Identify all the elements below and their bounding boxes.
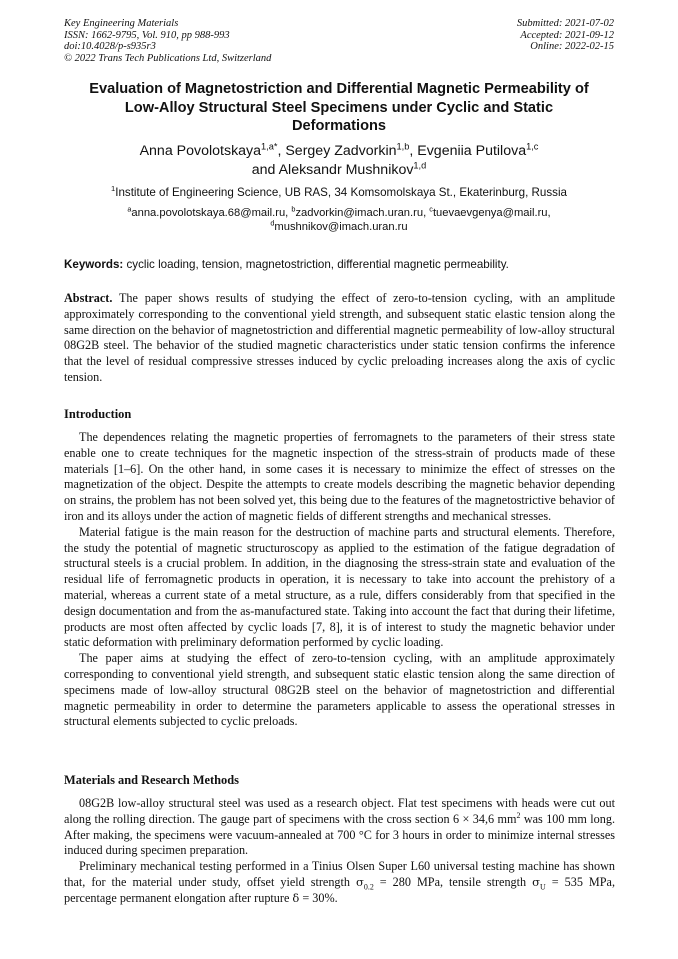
introduction-body — [64, 430, 615, 730]
paragraph: The dependences relating the magnetic properties of ferromagnets to the parameters of their stress state enable one to create techniques for the magnetic inspection of the stress-strain of products made of these materials [1–6]. On the other hand, in some cases it is necessary to minimize the effect of stresses on the magnetization of the object. Despite the attempts to create models describing the magnetic behavior depending on strains, the problem has not been solved yet, this being due to the features of the magnetostrictive behavior of iron and its alloys under the action of magnetic fields of different strengths and mechanical stresses. — [64, 430, 615, 523]
submission-dates — [517, 18, 614, 53]
methods-body — [64, 796, 615, 907]
paragraph-text: = 280 MPa, tensile strength — [373, 874, 533, 889]
online-date: Online: 2022-02-15 — [530, 41, 614, 53]
author-affil-mark: 1,a* — [261, 141, 278, 152]
journal-issn: ISSN: 1662-9795, Vol. 910, pp 988-993 — [64, 29, 230, 41]
email-mark: d — [270, 217, 275, 227]
affiliation — [60, 186, 618, 200]
email-line — [70, 204, 608, 221]
accepted-date: Accepted: 2021-09-12 — [520, 29, 614, 41]
author-name: Aleksandr Mushnikov — [278, 162, 414, 178]
affiliation-mark: 1 — [111, 184, 116, 194]
paragraph-text: 08G2B low-alloy structural steel was used as a research object. Flat test specimens with heads were cut out along the rolling direction. The gauge part of specimens with the cross section 6 × 34,6 mm — [64, 796, 615, 826]
keywords-text: cyclic loading, tension, magnetostriction, differential magnetic permeability. — [123, 258, 509, 271]
keywords-label: Keywords: — [64, 258, 124, 271]
email-link[interactable]: mushnikov@imach.uran.ru — [274, 220, 408, 233]
email-link[interactable]: tuevaevgenya@mail.ru, — [432, 207, 551, 219]
paragraph: The paper aims at studying the effect of zero-to-tension cycling, with an amplitude approximately corresponding to conventional yield strength, and subsequent static elastic tension along the same direction of specimens made of low-alloy structural 08G2B steel on the behavior of magnetostriction and differential magnetic permeability in order to determine the parameters applicable to assess the operational stresses in structural elements subjected to cyclic preloads. — [64, 651, 615, 729]
journal-doi: doi:10.4028/p-s935r3 — [64, 41, 156, 53]
email-mark: b — [291, 204, 296, 214]
title-line: Evaluation of Magnetostriction and Differential Magnetic Permeability of — [89, 81, 589, 97]
journal-copyright: © 2022 Trans Tech Publications Ltd, Switzerland — [64, 52, 272, 64]
author-line — [60, 142, 618, 161]
title-line: Low-Alloy Structural Steel Specimens under Cyclic and Static — [124, 99, 554, 116]
section-heading-methods: Materials and Research Methods — [64, 773, 239, 787]
author-list — [60, 142, 618, 180]
author-name: Sergey Zadvorkin — [285, 143, 397, 159]
abstract-text: The paper shows results of studying the effect of zero-to-tension cycling, with an amplitude approximately corresponding to the conventional yield strength, and subsequent static elastic tension along the same direction on the behavior of magnetostriction and differential magnetic permeability of low-alloy structural 08G2B steel. The behavior of the studied magnetic characteristics under static tension confirms the inference that the level of residual compressive stresses induced by cyclic preloading increases along the axis of cyclic tension. — [64, 291, 615, 384]
paragraph-text: Preliminary mechanical testing performed in a Tinius Olsen Super L60 universal testing machine has shown that, for the material under study, offset yield strength — [64, 859, 615, 889]
abstract-label: Abstract. — [64, 291, 113, 305]
author-line — [60, 161, 618, 180]
title-line: Deformations — [291, 118, 387, 135]
paragraph: Material fatigue is the main reason for the destruction of machine parts and structural elements. Therefore, the study the potential of magnetic structuroscopy as applied to the estimation of the fatigue degradation of structural steels is a crucial problem. In addition, in the diagnosing the stress-strain state and evaluation of the residual life of ferromagnetic products in operation, it is necessary to take into account the prehistory of a material, whereas a current state of a metal structure, as a rule, differs considerably from that specified in the design documentation and from the as-manufactured state. Taking into account the fact that during their lifetime, products are most often affected by cyclic loads [7, 8], it is of interest to study the magnetic behavior under static deformation with preliminary deformation performed by cyclic loading. — [64, 524, 615, 650]
superscript: 2 — [516, 810, 521, 820]
affiliation-text: Institute of Engineering Science, UB RAS, 34 Komsomolskaya St., Ekaterinburg, Russia — [115, 186, 567, 199]
author-and: and — [251, 162, 279, 178]
email-link[interactable]: anna.povolotskaya.68@mail.ru, — [131, 207, 292, 219]
email-link[interactable]: zadvorkin@imach.uran.ru, — [295, 207, 430, 219]
subscript: 0.2 — [363, 882, 374, 892]
email-line — [70, 217, 608, 235]
paragraph — [64, 859, 615, 906]
paragraph-text: = 30%. — [299, 890, 338, 905]
paper-title — [60, 80, 618, 136]
email-mark: a — [127, 204, 132, 214]
author-separator: , — [409, 143, 418, 159]
author-affil-mark: 1,c — [526, 141, 539, 152]
author-affil-mark: 1,b — [396, 141, 410, 152]
abstract — [64, 291, 615, 386]
abstract-paragraph — [64, 291, 615, 386]
author-affil-mark: 1,d — [413, 160, 427, 171]
section-heading-introduction: Introduction — [64, 407, 132, 421]
submitted-date: Submitted: 2021-07-02 — [516, 18, 614, 29]
paragraph — [64, 796, 615, 859]
author-name: Evgeniia Putilova — [417, 143, 527, 159]
subscript: U — [540, 882, 546, 892]
author-separator: , — [277, 143, 286, 159]
journal-info — [64, 18, 271, 64]
paragraph-text: = 535 MPa, percentage permanent elongation after rupture — [64, 874, 615, 905]
sigma-symbol: σ — [356, 874, 364, 889]
sigma-symbol: σ — [532, 874, 540, 889]
keywords — [64, 258, 616, 272]
paragraph-text: was 100 mm long. After making, the specimens were vacuum-annealed at 700 °C for 3 hours in order to minimize internal stresses induced during specimen preparation. — [64, 811, 615, 858]
author-name: Anna Povolotskaya — [139, 143, 262, 159]
journal-name: Key Engineering Materials — [64, 18, 179, 29]
author-emails — [70, 204, 608, 234]
email-mark: c — [429, 204, 433, 214]
delta-symbol: δ — [292, 890, 300, 905]
